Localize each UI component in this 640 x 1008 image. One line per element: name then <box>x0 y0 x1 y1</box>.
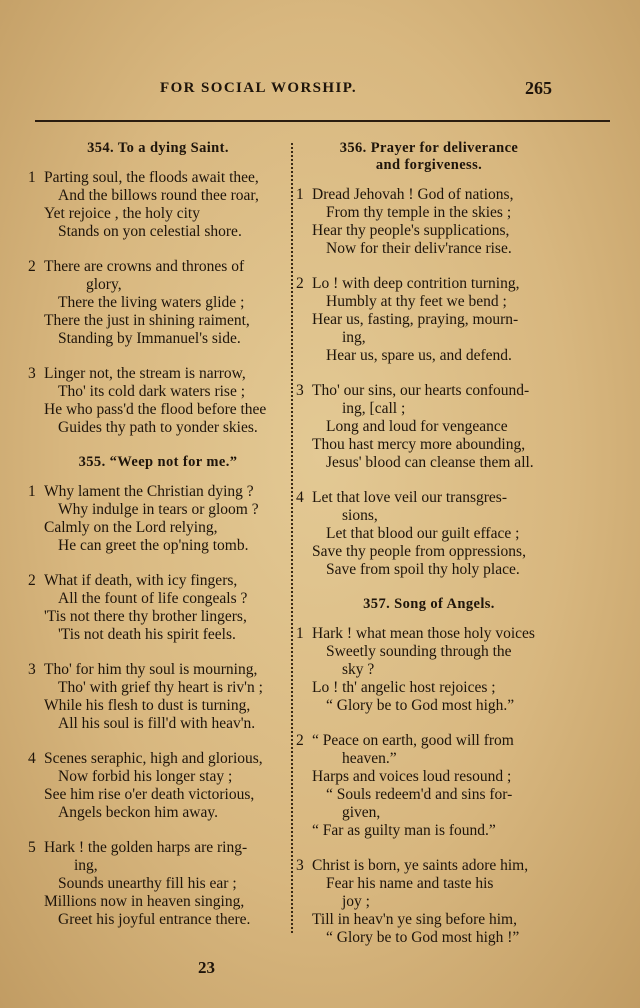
verse-line: Millions now in heaven singing, <box>44 893 245 910</box>
verse-line: sky ? <box>342 661 375 678</box>
verse-line: Hear thy people's supplications, <box>312 222 510 239</box>
verse-line: “ Far as guilty man is found.” <box>312 822 496 839</box>
column-divider <box>291 143 295 933</box>
verse-line: Now for their deliv'rance rise. <box>326 240 512 257</box>
hymn-title-line: 355. “Weep not for me.” <box>78 454 238 470</box>
verse-line: Standing by Immanuel's side. <box>58 330 241 347</box>
verse-line: Tho' with grief thy heart is riv'n ; <box>58 679 263 696</box>
verse <box>28 750 288 822</box>
verse-line: Parting soul, the floods await thee, <box>44 169 259 186</box>
verse-line: He who pass'd the flood before thee <box>44 401 267 418</box>
verse-line: Jesus' blood can cleanse them all. <box>326 454 534 471</box>
verse-line: given, <box>342 804 381 821</box>
verse-line: Stands on yon celestial shore. <box>58 223 242 240</box>
verse-line: What if death, with icy fingers, <box>44 572 238 589</box>
verse-number: 2 <box>28 572 36 589</box>
verse-line: Yet rejoice , the holy city <box>44 205 200 222</box>
verse-line: Hear us, fasting, praying, mourn- <box>312 311 519 328</box>
hymn-title-line: 356. Prayer for deliverance <box>339 140 519 156</box>
verse-line: Thou hast mercy more abounding, <box>312 436 526 453</box>
hymn-title-line: and forgiveness. <box>375 157 483 173</box>
verse-line: Scenes seraphic, high and glorious, <box>44 750 263 767</box>
verse-line: Sounds unearthy fill his ear ; <box>58 875 237 892</box>
verse-line: Lo ! th' angelic host rejoices ; <box>312 679 496 696</box>
hymn-title <box>296 596 562 613</box>
verse-number: 3 <box>296 382 304 399</box>
verse-line: Lo ! with deep contrition turning, <box>312 275 520 292</box>
verse <box>28 365 288 437</box>
verse-line: heaven.” <box>342 750 397 767</box>
verse-line: Save thy people from oppressions, <box>312 543 526 560</box>
verse-line: “ Glory be to God most high.” <box>326 697 515 714</box>
verse-line: Hear us, spare us, and defend. <box>326 347 512 364</box>
verse-line: ing, [call ; <box>342 400 406 417</box>
verse-line: Now forbid his longer stay ; <box>58 768 233 785</box>
hymn-title <box>296 140 562 174</box>
verse-number: 5 <box>28 839 36 856</box>
verse <box>28 839 288 929</box>
verse-line: And the billows round thee roar, <box>58 187 259 204</box>
verse <box>296 489 562 579</box>
hymn-title <box>28 454 288 471</box>
verse-line: Angels beckon him away. <box>58 804 218 821</box>
verse-line: Hark ! the golden harps are ring- <box>44 839 248 856</box>
verse <box>296 732 562 840</box>
right-column <box>296 140 562 964</box>
signature-mark: 23 <box>198 958 215 977</box>
verse-number: 1 <box>28 483 36 500</box>
verse-line: Humbly at thy feet we bend ; <box>326 293 507 310</box>
verse-line: Save from spoil thy holy place. <box>326 561 520 578</box>
verse-line: There the just in shining raiment, <box>44 312 250 329</box>
verse-line: All the fount of life congeals ? <box>58 590 248 607</box>
verse-line: There are crowns and thrones of <box>44 258 245 275</box>
verse-number: 3 <box>28 365 36 382</box>
verse-line: See him rise o'er death victorious, <box>44 786 255 803</box>
verse-line: Sweetly sounding through the <box>326 643 512 660</box>
verse <box>28 258 288 348</box>
verse-line: There the living waters glide ; <box>58 294 245 311</box>
verse-line: Why indulge in tears or gloom ? <box>58 501 259 518</box>
verse-line: joy ; <box>342 893 370 910</box>
verse <box>296 275 562 365</box>
verse-line: ing, <box>342 329 366 346</box>
verse <box>28 169 288 241</box>
verse-number: 1 <box>296 625 304 642</box>
verse-line: Guides thy path to yonder skies. <box>58 419 258 436</box>
verse <box>296 857 562 947</box>
hymn <box>28 140 288 437</box>
verse-line: Tho' its cold dark waters rise ; <box>58 383 246 400</box>
verse-line: 'Tis not death his spirit feels. <box>58 626 236 643</box>
verse-number: 4 <box>28 750 36 767</box>
verse-line: Till in heav'n ye sing before him, <box>312 911 517 928</box>
verse-line: Tho' for him thy soul is mourning, <box>44 661 258 678</box>
verse-line: Fear his name and taste his <box>326 875 494 892</box>
verse <box>28 661 288 733</box>
verse-line: All his soul is fill'd with heav'n. <box>58 715 256 732</box>
verse <box>28 572 288 644</box>
verse-line: Tho' our sins, our hearts confound- <box>312 382 530 399</box>
verse-number: 1 <box>28 169 36 186</box>
verse-line: While his flesh to dust is turning, <box>44 697 251 714</box>
hymn-title-line: 354. To a dying Saint. <box>87 140 229 156</box>
verse-line: From thy temple in the skies ; <box>326 204 512 221</box>
verse-line: “ Souls redeem'd and sins for- <box>326 786 513 803</box>
verse-line: “ Peace on earth, good will from <box>312 732 514 749</box>
verse-line: He can greet the op'ning tomb. <box>58 537 249 554</box>
verse-line: Calmly on the Lord relying, <box>44 519 218 536</box>
verse-line: ing, <box>74 857 98 874</box>
verse-number: 2 <box>296 275 304 292</box>
verse-number: 1 <box>296 186 304 203</box>
verse <box>296 186 562 258</box>
verse-line: Greet his joyful entrance there. <box>58 911 251 928</box>
verse-number: 2 <box>296 732 304 749</box>
hymn <box>28 454 288 929</box>
header-rule <box>35 120 610 122</box>
verse-line: “ Glory be to God most high !” <box>326 929 520 946</box>
hymn-title-line: 357. Song of Angels. <box>363 596 495 612</box>
verse <box>28 483 288 555</box>
hymn-title <box>28 140 288 157</box>
verse-line: 'Tis not there thy brother lingers, <box>44 608 247 625</box>
verse-line: Hark ! what mean those holy voices <box>312 625 535 642</box>
hymn <box>296 596 562 947</box>
running-title: FOR SOCIAL WORSHIP. <box>160 80 358 96</box>
verse-line: Dread Jehovah ! God of nations, <box>312 186 514 203</box>
verse-line: glory, <box>86 276 122 293</box>
verse-number: 3 <box>28 661 36 678</box>
hymn <box>296 140 562 579</box>
page-number: 265 <box>525 78 552 98</box>
verse <box>296 382 562 472</box>
verse-line: Harps and voices loud resound ; <box>312 768 512 785</box>
verse <box>296 625 562 715</box>
verse-line: sions, <box>342 507 378 524</box>
verse-line: Let that blood our guilt efface ; <box>326 525 520 542</box>
verse-line: Long and loud for vengeance <box>326 418 508 435</box>
verse-line: Why lament the Christian dying ? <box>44 483 254 500</box>
verse-number: 3 <box>296 857 304 874</box>
left-column <box>28 140 288 946</box>
verse-line: Christ is born, ye saints adore him, <box>312 857 529 874</box>
verse-line: Linger not, the stream is narrow, <box>44 365 246 382</box>
verse-line: Let that love veil our transgres- <box>312 489 507 506</box>
running-head <box>0 80 640 102</box>
verse-number: 2 <box>28 258 36 275</box>
verse-number: 4 <box>296 489 304 506</box>
